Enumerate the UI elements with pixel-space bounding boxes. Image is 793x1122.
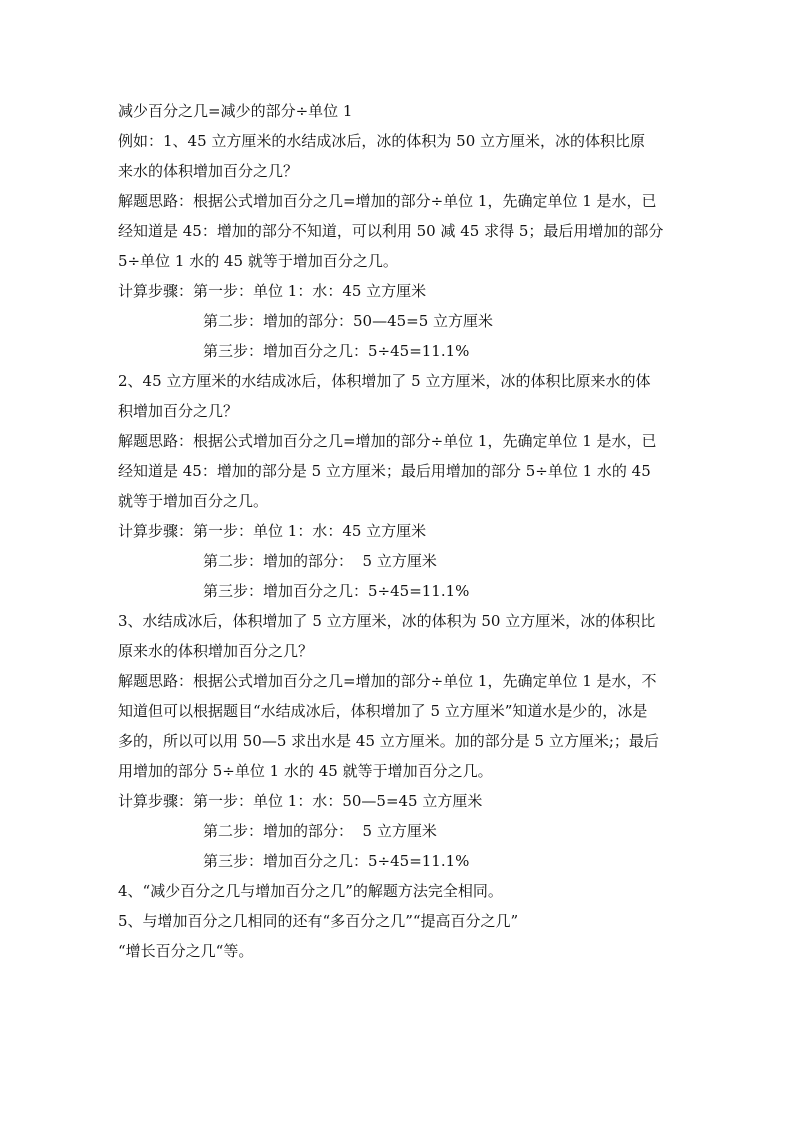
- example-1-reasoning-line-1: 解题思路：根据公式增加百分之几=增加的部分÷单位 1，先确定单位 1 是水，已: [118, 192, 657, 210]
- example-2-question-line-1: 2、45 立方厘米的水结成冰后，体积增加了 5 立方厘米，冰的体积比原来水的体: [118, 372, 651, 390]
- example-3-reasoning-line-3: 多的，所以可以用 50—5 求出水是 45 立方厘米。加的部分是 5 立方厘米;；最后: [118, 732, 659, 750]
- formula-line: 减少百分之几=减少的部分÷单位 1: [118, 102, 353, 120]
- example-3-reasoning-line-4: 用增加的部分 5÷单位 1 水的 45 就等于增加百分之几。: [118, 762, 493, 780]
- example-3-step-3: 第三步：增加百分之几：5÷45=11.1%: [203, 852, 470, 870]
- document-body: [118, 96, 678, 966]
- example-2-reasoning-line-1: 解题思路：根据公式增加百分之几=增加的部分÷单位 1，先确定单位 1 是水，已: [118, 432, 657, 450]
- example-1-reasoning-line-2: 经知道是 45：增加的部分不知道，可以利用 50 减 45 求得 5；最后用增加的部分: [118, 222, 664, 240]
- example-1-step-1: 计算步骤：第一步：单位 1：水：45 立方厘米: [118, 282, 427, 300]
- example-2-step-3: 第三步：增加百分之几：5÷45=11.1%: [203, 582, 470, 600]
- example-1-step-2: 第二步：增加的部分：50—45=5 立方厘米: [203, 312, 494, 330]
- note-5-line-2: “增长百分之几“等。: [118, 942, 254, 960]
- example-1-question-line-2: 来水的体积增加百分之几？: [118, 162, 299, 180]
- example-3-reasoning-line-1: 解题思路：根据公式增加百分之几=增加的部分÷单位 1，先确定单位 1 是水，不: [118, 672, 657, 690]
- example-2-reasoning-line-3: 就等于增加百分之几。: [118, 492, 269, 510]
- example-3-question-line-1: 3、水结成冰后，体积增加了 5 立方厘米，冰的体积为 50 立方厘米，冰的体积比: [118, 612, 656, 630]
- note-5-line-1: 5、与增加百分之几相同的还有“多百分之几”“提高百分之几”: [118, 912, 519, 930]
- example-1-question-line-1: 例如：1、45 立方厘米的水结成冰后，冰的体积为 50 立方厘米，冰的体积比原: [118, 132, 646, 150]
- example-3-step-2: 第二步：增加的部分： 5 立方厘米: [203, 822, 437, 840]
- example-1-step-3: 第三步：增加百分之几：5÷45=11.1%: [203, 342, 470, 360]
- example-1-reasoning-line-3: 5÷单位 1 水的 45 就等于增加百分之几。: [118, 252, 398, 270]
- example-3-question-line-2: 原来水的体积增加百分之几？: [118, 642, 314, 660]
- example-2-question-line-2: 积增加百分之几？: [118, 402, 239, 420]
- example-3-step-1: 计算步骤：第一步：单位 1：水：50—5=45 立方厘米: [118, 792, 483, 810]
- example-3-reasoning-line-2: 知道但可以根据题目“水结成冰后，体积增加了 5 立方厘米”知道水是少的，冰是: [118, 702, 648, 720]
- example-2-step-2: 第二步：增加的部分： 5 立方厘米: [203, 552, 437, 570]
- note-4-line: 4、“减少百分之几与增加百分之几”的解题方法完全相同。: [118, 882, 503, 900]
- example-2-step-1: 计算步骤：第一步：单位 1：水：45 立方厘米: [118, 522, 427, 540]
- example-2-reasoning-line-2: 经知道是 45：增加的部分是 5 立方厘米；最后用增加的部分 5÷单位 1 水的 45: [118, 462, 651, 480]
